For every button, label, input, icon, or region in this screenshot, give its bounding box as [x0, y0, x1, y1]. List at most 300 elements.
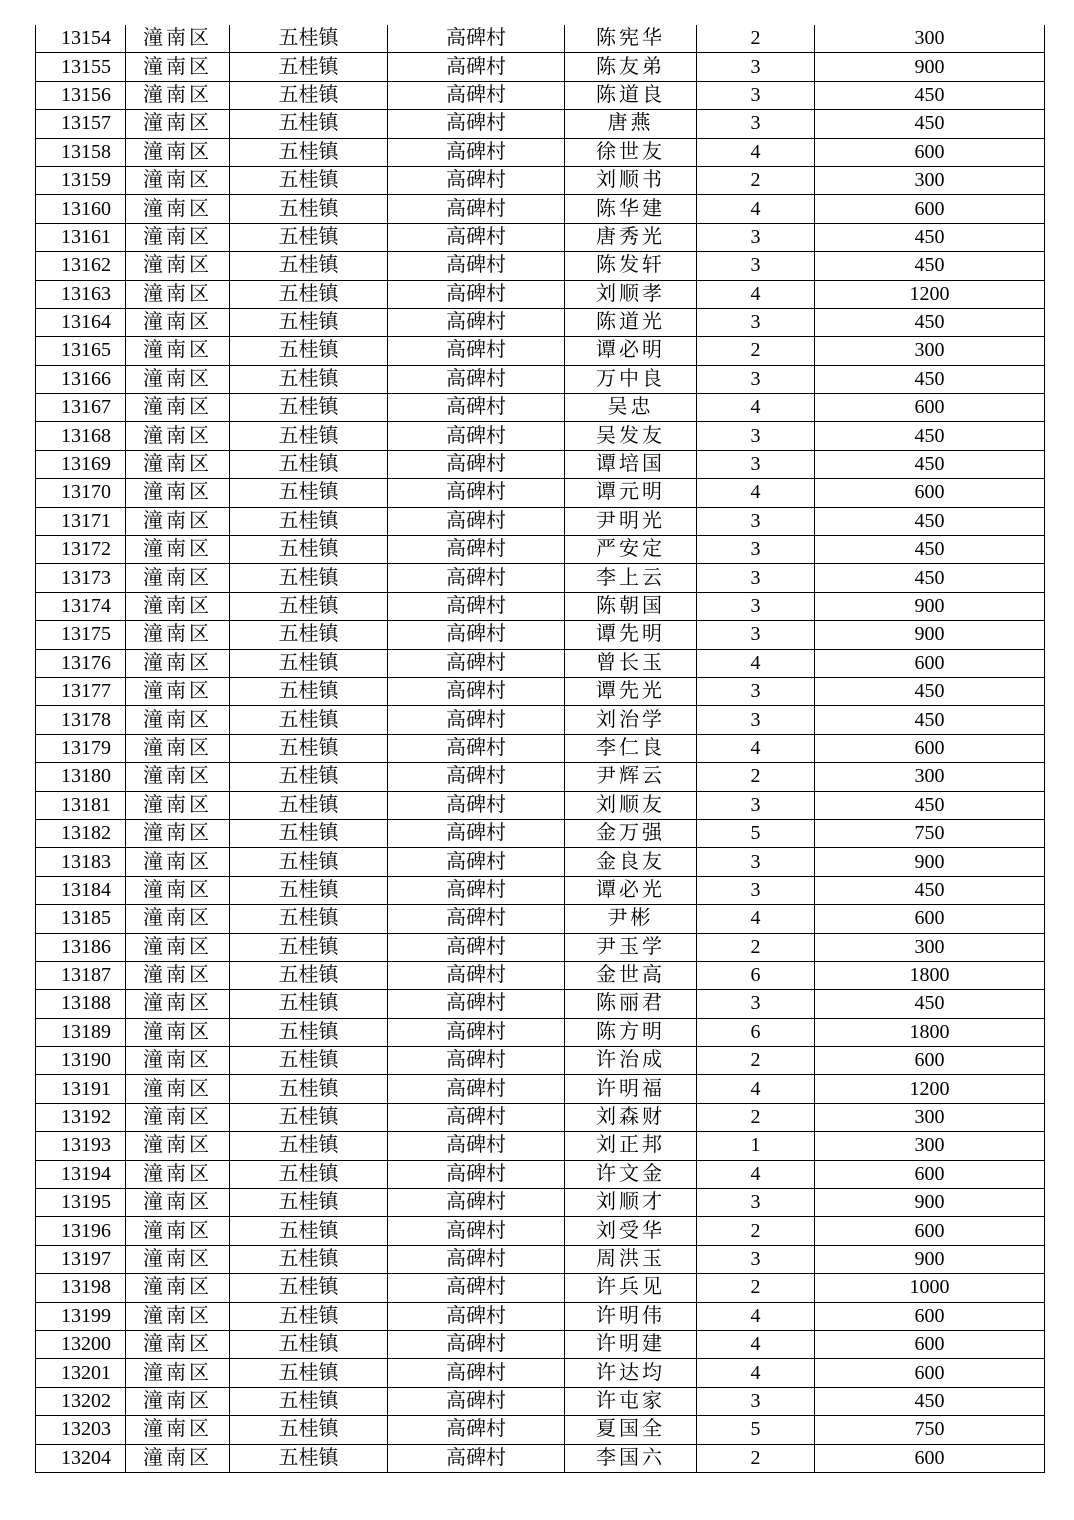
table-row: [36, 990, 1045, 1018]
village-cell: 高碑村: [388, 138, 565, 166]
village-cell: 高碑村: [388, 394, 565, 422]
row-number-cell: 13182: [36, 819, 126, 847]
name-cell: 陈方明: [565, 1018, 697, 1046]
village-cell: 高碑村: [388, 990, 565, 1018]
town-cell: 五桂镇: [230, 1189, 388, 1217]
household-size-cell: 4: [697, 394, 815, 422]
amount-cell: 600: [815, 1217, 1045, 1245]
village-cell: 高碑村: [388, 1274, 565, 1302]
district-cell: 潼南区: [126, 25, 230, 53]
row-number-cell: 13173: [36, 564, 126, 592]
village-cell: 高碑村: [388, 195, 565, 223]
village-cell: 高碑村: [388, 1018, 565, 1046]
town-cell: 五桂镇: [230, 1245, 388, 1273]
district-cell: 潼南区: [126, 450, 230, 478]
amount-cell: 450: [815, 536, 1045, 564]
row-number-cell: 13202: [36, 1387, 126, 1415]
amount-cell: 600: [815, 1047, 1045, 1075]
name-cell: 谭先明: [565, 621, 697, 649]
district-cell: 潼南区: [126, 763, 230, 791]
district-cell: 潼南区: [126, 1160, 230, 1188]
row-number-cell: 13201: [36, 1359, 126, 1387]
name-cell: 谭必光: [565, 876, 697, 904]
district-cell: 潼南区: [126, 1302, 230, 1330]
household-size-cell: 4: [697, 1302, 815, 1330]
district-cell: 潼南区: [126, 223, 230, 251]
town-cell: 五桂镇: [230, 195, 388, 223]
row-number-cell: 13194: [36, 1160, 126, 1188]
table-row: [36, 1189, 1045, 1217]
district-cell: 潼南区: [126, 621, 230, 649]
table-row: [36, 621, 1045, 649]
roster-table: [35, 25, 1045, 1473]
table-row: [36, 507, 1045, 535]
district-cell: 潼南区: [126, 166, 230, 194]
table-row: [36, 848, 1045, 876]
town-cell: 五桂镇: [230, 166, 388, 194]
table-row: [36, 677, 1045, 705]
row-number-cell: 13203: [36, 1416, 126, 1444]
table-row: [36, 734, 1045, 762]
village-cell: 高碑村: [388, 1075, 565, 1103]
amount-cell: 900: [815, 592, 1045, 620]
village-cell: 高碑村: [388, 933, 565, 961]
district-cell: 潼南区: [126, 536, 230, 564]
table-row: [36, 564, 1045, 592]
name-cell: 谭元明: [565, 479, 697, 507]
household-size-cell: 3: [697, 252, 815, 280]
household-size-cell: 3: [697, 223, 815, 251]
amount-cell: 300: [815, 933, 1045, 961]
row-number-cell: 13168: [36, 422, 126, 450]
amount-cell: 1800: [815, 1018, 1045, 1046]
district-cell: 潼南区: [126, 905, 230, 933]
amount-cell: 450: [815, 308, 1045, 336]
name-cell: 陈发轩: [565, 252, 697, 280]
row-number-cell: 13165: [36, 337, 126, 365]
village-cell: 高碑村: [388, 763, 565, 791]
name-cell: 许明福: [565, 1075, 697, 1103]
row-number-cell: 13191: [36, 1075, 126, 1103]
table-row: [36, 819, 1045, 847]
name-cell: 吴发友: [565, 422, 697, 450]
name-cell: 刘顺书: [565, 166, 697, 194]
table-row: [36, 1160, 1045, 1188]
name-cell: 陈宪华: [565, 25, 697, 53]
household-size-cell: 4: [697, 1330, 815, 1358]
district-cell: 潼南区: [126, 933, 230, 961]
district-cell: 潼南区: [126, 252, 230, 280]
table-row: [36, 479, 1045, 507]
amount-cell: 450: [815, 564, 1045, 592]
table-row: [36, 706, 1045, 734]
row-number-cell: 13193: [36, 1132, 126, 1160]
town-cell: 五桂镇: [230, 961, 388, 989]
table-row: [36, 905, 1045, 933]
town-cell: 五桂镇: [230, 110, 388, 138]
table-row: [36, 53, 1045, 81]
table-row: [36, 763, 1045, 791]
village-cell: 高碑村: [388, 649, 565, 677]
amount-cell: 600: [815, 649, 1045, 677]
amount-cell: 600: [815, 1444, 1045, 1472]
household-size-cell: 2: [697, 763, 815, 791]
village-cell: 高碑村: [388, 223, 565, 251]
town-cell: 五桂镇: [230, 1330, 388, 1358]
village-cell: 高碑村: [388, 507, 565, 535]
household-size-cell: 4: [697, 1160, 815, 1188]
household-size-cell: 2: [697, 933, 815, 961]
town-cell: 五桂镇: [230, 819, 388, 847]
name-cell: 李仁良: [565, 734, 697, 762]
town-cell: 五桂镇: [230, 564, 388, 592]
district-cell: 潼南区: [126, 649, 230, 677]
village-cell: 高碑村: [388, 337, 565, 365]
row-number-cell: 13167: [36, 394, 126, 422]
district-cell: 潼南区: [126, 337, 230, 365]
household-size-cell: 3: [697, 791, 815, 819]
row-number-cell: 13184: [36, 876, 126, 904]
amount-cell: 600: [815, 195, 1045, 223]
name-cell: 陈友弟: [565, 53, 697, 81]
amount-cell: 600: [815, 479, 1045, 507]
name-cell: 许达均: [565, 1359, 697, 1387]
table-row: [36, 195, 1045, 223]
name-cell: 尹明光: [565, 507, 697, 535]
name-cell: 刘受华: [565, 1217, 697, 1245]
name-cell: 吴忠: [565, 394, 697, 422]
household-size-cell: 4: [697, 280, 815, 308]
village-cell: 高碑村: [388, 365, 565, 393]
name-cell: 万中良: [565, 365, 697, 393]
village-cell: 高碑村: [388, 876, 565, 904]
table-row: [36, 1274, 1045, 1302]
amount-cell: 450: [815, 507, 1045, 535]
amount-cell: 1200: [815, 280, 1045, 308]
town-cell: 五桂镇: [230, 337, 388, 365]
household-size-cell: 3: [697, 1245, 815, 1273]
amount-cell: 1000: [815, 1274, 1045, 1302]
household-size-cell: 3: [697, 677, 815, 705]
town-cell: 五桂镇: [230, 791, 388, 819]
table-row: [36, 337, 1045, 365]
amount-cell: 450: [815, 223, 1045, 251]
name-cell: 刘正邦: [565, 1132, 697, 1160]
district-cell: 潼南区: [126, 394, 230, 422]
name-cell: 许明伟: [565, 1302, 697, 1330]
table-row: [36, 422, 1045, 450]
district-cell: 潼南区: [126, 507, 230, 535]
household-size-cell: 6: [697, 1018, 815, 1046]
row-number-cell: 13177: [36, 677, 126, 705]
amount-cell: 600: [815, 1302, 1045, 1330]
town-cell: 五桂镇: [230, 848, 388, 876]
district-cell: 潼南区: [126, 1075, 230, 1103]
district-cell: 潼南区: [126, 422, 230, 450]
town-cell: 五桂镇: [230, 933, 388, 961]
table-row: [36, 1444, 1045, 1472]
town-cell: 五桂镇: [230, 53, 388, 81]
table-row: [36, 1330, 1045, 1358]
village-cell: 高碑村: [388, 166, 565, 194]
village-cell: 高碑村: [388, 706, 565, 734]
village-cell: 高碑村: [388, 1416, 565, 1444]
household-size-cell: 3: [697, 621, 815, 649]
village-cell: 高碑村: [388, 1103, 565, 1131]
district-cell: 潼南区: [126, 1274, 230, 1302]
household-size-cell: 3: [697, 592, 815, 620]
name-cell: 唐秀光: [565, 223, 697, 251]
row-number-cell: 13164: [36, 308, 126, 336]
amount-cell: 450: [815, 365, 1045, 393]
name-cell: 徐世友: [565, 138, 697, 166]
district-cell: 潼南区: [126, 138, 230, 166]
table-row: [36, 166, 1045, 194]
village-cell: 高碑村: [388, 1217, 565, 1245]
amount-cell: 600: [815, 138, 1045, 166]
table-row: [36, 592, 1045, 620]
district-cell: 潼南区: [126, 791, 230, 819]
household-size-cell: 3: [697, 1189, 815, 1217]
table-row: [36, 25, 1045, 53]
name-cell: 陈丽君: [565, 990, 697, 1018]
amount-cell: 450: [815, 252, 1045, 280]
village-cell: 高碑村: [388, 110, 565, 138]
amount-cell: 450: [815, 706, 1045, 734]
row-number-cell: 13155: [36, 53, 126, 81]
village-cell: 高碑村: [388, 1302, 565, 1330]
village-cell: 高碑村: [388, 1047, 565, 1075]
village-cell: 高碑村: [388, 252, 565, 280]
name-cell: 陈华建: [565, 195, 697, 223]
village-cell: 高碑村: [388, 25, 565, 53]
town-cell: 五桂镇: [230, 1075, 388, 1103]
district-cell: 潼南区: [126, 365, 230, 393]
village-cell: 高碑村: [388, 592, 565, 620]
row-number-cell: 13200: [36, 1330, 126, 1358]
district-cell: 潼南区: [126, 1132, 230, 1160]
district-cell: 潼南区: [126, 1416, 230, 1444]
name-cell: 尹彬: [565, 905, 697, 933]
amount-cell: 300: [815, 337, 1045, 365]
row-number-cell: 13196: [36, 1217, 126, 1245]
amount-cell: 1200: [815, 1075, 1045, 1103]
household-size-cell: 4: [697, 905, 815, 933]
district-cell: 潼南区: [126, 53, 230, 81]
table-row: [36, 110, 1045, 138]
household-size-cell: 2: [697, 1103, 815, 1131]
household-size-cell: 3: [697, 564, 815, 592]
district-cell: 潼南区: [126, 1047, 230, 1075]
village-cell: 高碑村: [388, 1160, 565, 1188]
table-row: [36, 1132, 1045, 1160]
district-cell: 潼南区: [126, 280, 230, 308]
household-size-cell: 3: [697, 990, 815, 1018]
amount-cell: 750: [815, 1416, 1045, 1444]
table-row: [36, 280, 1045, 308]
district-cell: 潼南区: [126, 677, 230, 705]
amount-cell: 450: [815, 677, 1045, 705]
name-cell: 许文金: [565, 1160, 697, 1188]
district-cell: 潼南区: [126, 1330, 230, 1358]
row-number-cell: 13170: [36, 479, 126, 507]
table-row: [36, 365, 1045, 393]
table-row: [36, 450, 1045, 478]
household-size-cell: 3: [697, 81, 815, 109]
roster-table-container: [35, 25, 1044, 1473]
name-cell: 刘顺孝: [565, 280, 697, 308]
name-cell: 尹玉学: [565, 933, 697, 961]
town-cell: 五桂镇: [230, 1359, 388, 1387]
row-number-cell: 13172: [36, 536, 126, 564]
town-cell: 五桂镇: [230, 1274, 388, 1302]
district-cell: 潼南区: [126, 819, 230, 847]
amount-cell: 600: [815, 734, 1045, 762]
village-cell: 高碑村: [388, 621, 565, 649]
row-number-cell: 13181: [36, 791, 126, 819]
town-cell: 五桂镇: [230, 621, 388, 649]
village-cell: 高碑村: [388, 1189, 565, 1217]
amount-cell: 750: [815, 819, 1045, 847]
amount-cell: 600: [815, 905, 1045, 933]
row-number-cell: 13179: [36, 734, 126, 762]
name-cell: 唐燕: [565, 110, 697, 138]
household-size-cell: 2: [697, 1444, 815, 1472]
row-number-cell: 13163: [36, 280, 126, 308]
village-cell: 高碑村: [388, 450, 565, 478]
name-cell: 刘顺友: [565, 791, 697, 819]
row-number-cell: 13189: [36, 1018, 126, 1046]
district-cell: 潼南区: [126, 876, 230, 904]
amount-cell: 450: [815, 1387, 1045, 1415]
household-size-cell: 5: [697, 1416, 815, 1444]
town-cell: 五桂镇: [230, 905, 388, 933]
household-size-cell: 2: [697, 166, 815, 194]
row-number-cell: 13176: [36, 649, 126, 677]
name-cell: 许屯家: [565, 1387, 697, 1415]
household-size-cell: 4: [697, 479, 815, 507]
town-cell: 五桂镇: [230, 734, 388, 762]
household-size-cell: 6: [697, 961, 815, 989]
town-cell: 五桂镇: [230, 1416, 388, 1444]
table-row: [36, 1018, 1045, 1046]
row-number-cell: 13180: [36, 763, 126, 791]
town-cell: 五桂镇: [230, 1103, 388, 1131]
table-row: [36, 308, 1045, 336]
amount-cell: 600: [815, 1160, 1045, 1188]
town-cell: 五桂镇: [230, 592, 388, 620]
village-cell: 高碑村: [388, 961, 565, 989]
name-cell: 刘治学: [565, 706, 697, 734]
row-number-cell: 13192: [36, 1103, 126, 1131]
table-row: [36, 1103, 1045, 1131]
household-size-cell: 2: [697, 25, 815, 53]
village-cell: 高碑村: [388, 53, 565, 81]
row-number-cell: 13157: [36, 110, 126, 138]
amount-cell: 600: [815, 394, 1045, 422]
district-cell: 潼南区: [126, 1189, 230, 1217]
name-cell: 谭先光: [565, 677, 697, 705]
district-cell: 潼南区: [126, 848, 230, 876]
household-size-cell: 4: [697, 734, 815, 762]
name-cell: 曾长玉: [565, 649, 697, 677]
village-cell: 高碑村: [388, 1245, 565, 1273]
town-cell: 五桂镇: [230, 1444, 388, 1472]
district-cell: 潼南区: [126, 961, 230, 989]
village-cell: 高碑村: [388, 905, 565, 933]
household-size-cell: 3: [697, 450, 815, 478]
household-size-cell: 3: [697, 308, 815, 336]
town-cell: 五桂镇: [230, 1132, 388, 1160]
table-row: [36, 1075, 1045, 1103]
row-number-cell: 13160: [36, 195, 126, 223]
village-cell: 高碑村: [388, 677, 565, 705]
name-cell: 陈道光: [565, 308, 697, 336]
name-cell: 李国六: [565, 1444, 697, 1472]
town-cell: 五桂镇: [230, 536, 388, 564]
town-cell: 五桂镇: [230, 450, 388, 478]
town-cell: 五桂镇: [230, 479, 388, 507]
household-size-cell: 5: [697, 819, 815, 847]
district-cell: 潼南区: [126, 195, 230, 223]
amount-cell: 300: [815, 25, 1045, 53]
row-number-cell: 13159: [36, 166, 126, 194]
village-cell: 高碑村: [388, 1387, 565, 1415]
household-size-cell: 4: [697, 649, 815, 677]
table-row: [36, 1047, 1045, 1075]
district-cell: 潼南区: [126, 81, 230, 109]
district-cell: 潼南区: [126, 592, 230, 620]
amount-cell: 900: [815, 621, 1045, 649]
row-number-cell: 13175: [36, 621, 126, 649]
name-cell: 陈道良: [565, 81, 697, 109]
district-cell: 潼南区: [126, 1018, 230, 1046]
name-cell: 金良友: [565, 848, 697, 876]
amount-cell: 600: [815, 1330, 1045, 1358]
row-number-cell: 13174: [36, 592, 126, 620]
household-size-cell: 3: [697, 1387, 815, 1415]
village-cell: 高碑村: [388, 1444, 565, 1472]
village-cell: 高碑村: [388, 308, 565, 336]
town-cell: 五桂镇: [230, 1160, 388, 1188]
district-cell: 潼南区: [126, 479, 230, 507]
row-number-cell: 13169: [36, 450, 126, 478]
household-size-cell: 3: [697, 110, 815, 138]
town-cell: 五桂镇: [230, 677, 388, 705]
table-row: [36, 1245, 1045, 1273]
town-cell: 五桂镇: [230, 763, 388, 791]
household-size-cell: 3: [697, 365, 815, 393]
village-cell: 高碑村: [388, 848, 565, 876]
town-cell: 五桂镇: [230, 81, 388, 109]
town-cell: 五桂镇: [230, 394, 388, 422]
name-cell: 谭必明: [565, 337, 697, 365]
table-row: [36, 649, 1045, 677]
town-cell: 五桂镇: [230, 1217, 388, 1245]
table-row: [36, 1359, 1045, 1387]
household-size-cell: 3: [697, 706, 815, 734]
amount-cell: 900: [815, 848, 1045, 876]
town-cell: 五桂镇: [230, 649, 388, 677]
household-size-cell: 1: [697, 1132, 815, 1160]
district-cell: 潼南区: [126, 110, 230, 138]
name-cell: 严安定: [565, 536, 697, 564]
household-size-cell: 2: [697, 1274, 815, 1302]
town-cell: 五桂镇: [230, 706, 388, 734]
table-row: [36, 791, 1045, 819]
table-row: [36, 394, 1045, 422]
household-size-cell: 3: [697, 507, 815, 535]
